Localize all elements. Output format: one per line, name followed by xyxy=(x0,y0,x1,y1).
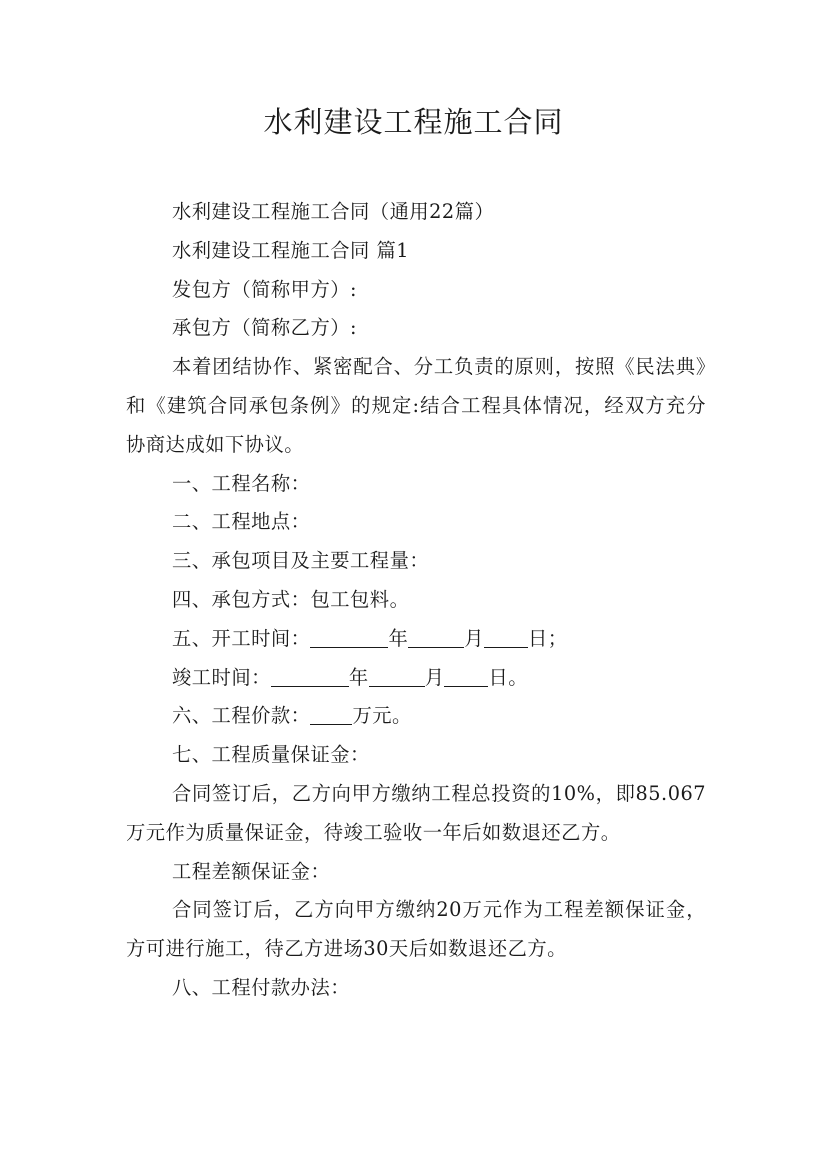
end-year-blank xyxy=(271,664,349,687)
document-body xyxy=(126,193,706,1008)
clause-project-name: 一、工程名称： xyxy=(172,471,311,495)
start-year-unit: 年 xyxy=(388,626,409,650)
party-a-line: 发包方（简称甲方）: xyxy=(172,277,358,301)
end-month-blank xyxy=(369,664,425,687)
end-day-unit: 日。 xyxy=(488,665,529,689)
price-unit: 万元。 xyxy=(352,704,412,728)
clause-quality-deposit: 七、工程质量保证金： xyxy=(172,743,370,767)
clause-start-date xyxy=(126,620,706,659)
end-year-unit: 年 xyxy=(348,665,369,689)
quality-deposit-paragraph: 合同签订后，乙方向甲方缴纳工程总投资的10%，即85.067万元作为质量保证金，待竣工验收一年后如数退还乙方。 xyxy=(126,781,706,844)
party-b-line: 承包方（简称乙方）: xyxy=(172,316,358,340)
price-blank xyxy=(310,702,352,725)
clause-project-location: 二、工程地点： xyxy=(172,510,311,534)
clause-difference-deposit: 工程差额保证金： xyxy=(172,859,331,883)
document-title: 水利建设工程施工合同 xyxy=(263,105,564,139)
difference-deposit-paragraph: 合同签订后，乙方向甲方缴纳20万元作为工程差额保证金，方可进行施工，待乙方进场30天后如数退还乙方。 xyxy=(126,898,706,961)
start-date-label: 五、开工时间： xyxy=(172,626,311,650)
start-day-unit: 日； xyxy=(528,626,568,650)
start-day-blank xyxy=(484,625,528,648)
collection-heading: 水利建设工程施工合同（通用22篇） xyxy=(172,200,495,223)
end-day-blank xyxy=(444,664,488,687)
end-date-label: 竣工时间： xyxy=(172,665,271,689)
start-month-blank xyxy=(408,625,464,648)
contract-heading: 水利建设工程施工合同 篇1 xyxy=(172,238,409,262)
clause-price xyxy=(126,697,706,736)
start-month-unit: 月 xyxy=(464,626,485,650)
preamble-paragraph: 本着团结协作、紧密配合、分工负责的原则，按照《民法典》和《建筑合同承包条例》的规定:结合工程具体情况，经双方充分协商达成如下协议。 xyxy=(126,355,706,456)
clause-payment-method: 八、工程付款办法： xyxy=(172,975,351,999)
clause-end-date xyxy=(126,659,706,698)
price-label: 六、工程价款： xyxy=(172,704,311,728)
clause-contract-mode: 四、承包方式：包工包料。 xyxy=(172,587,410,611)
end-month-unit: 月 xyxy=(424,665,445,689)
start-year-blank xyxy=(310,625,388,648)
clause-scope: 三、承包项目及主要工程量： xyxy=(172,549,430,573)
